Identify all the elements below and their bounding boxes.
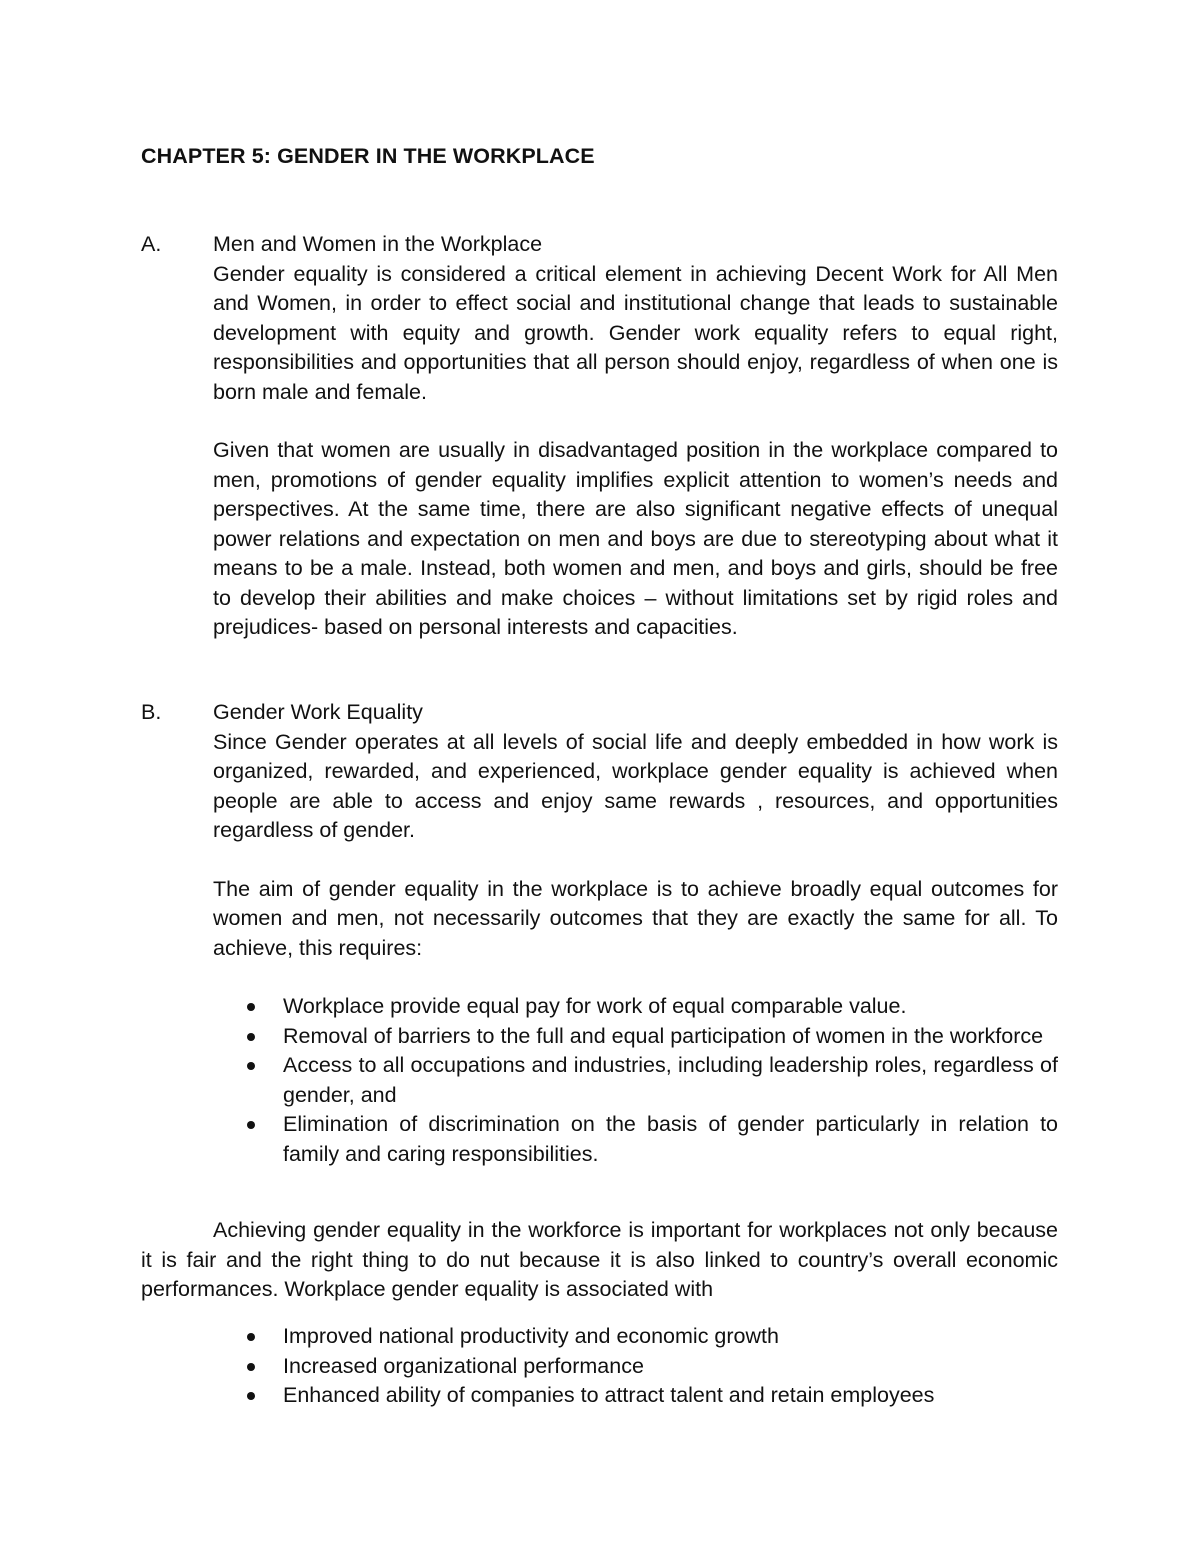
section-a-paragraph-1: Gender equality is considered a critical element in achieving Decent Work for All Men and Women, in order to effect social and institutional change that leads to sustainable development with equity and growth. Gender work equality refers to equal right, responsibilities and opportunities that all person should enjoy, regardless of when one is born male and female.: [213, 261, 1058, 404]
bullet-icon: [247, 1033, 255, 1041]
requirement-text: Workplace provide equal pay for work of equal comparable value.: [283, 994, 907, 1018]
list-item: [213, 1110, 1058, 1169]
list-item: [213, 1352, 1058, 1382]
benefit-text: Enhanced ability of companies to attract talent and retain employees: [283, 1383, 935, 1407]
bullet-icon: [247, 1121, 255, 1129]
section-b-heading: Gender Work Equality: [213, 700, 423, 724]
chapter-title: CHAPTER 5: GENDER IN THE WORKPLACE: [141, 144, 595, 168]
requirement-text: Access to all occupations and industries, including leadership roles, regardless of gender, and: [283, 1053, 1058, 1107]
section-a: [141, 230, 1058, 643]
requirements-list: [213, 992, 1058, 1169]
section-a-body: [213, 230, 1058, 643]
list-item: [213, 1322, 1058, 1352]
section-a-paragraph-2: Given that women are usually in disadvantaged position in the workplace compared to men, promotions of gender equality implifies explicit attention to women’s needs and perspectives. At the same time, there are also significant negative effects of unequal power relations and expectation on men and boys are due to stereotyping about what it means to be a male. Instead, both women and men, and boys and girls, should be free to develop their abilities and make choices – without limitations set by rigid roles and prejudices- based on personal interests and capacities.: [213, 438, 1058, 639]
list-item: [213, 992, 1058, 1022]
benefits-list: [213, 1322, 1058, 1411]
section-a-marker: A.: [141, 232, 162, 256]
list-item: [213, 1022, 1058, 1052]
bullet-icon: [247, 1333, 255, 1341]
list-item: [213, 1051, 1058, 1110]
bullet-icon: [247, 1003, 255, 1011]
requirement-text: Removal of barriers to the full and equal participation of women in the workforce: [283, 1023, 1044, 1048]
list-item: [213, 1381, 1058, 1411]
section-b-marker: B.: [141, 700, 162, 724]
benefit-text: Improved national productivity and economic growth: [283, 1324, 779, 1348]
section-a-heading: Men and Women in the Workplace: [213, 232, 543, 256]
section-b-paragraph-1: Since Gender operates at all levels of social life and deeply embedded in how work is organized, rewarded, and experienced, workplace gender equality is achieved when people are able to access and enjoy same rewards , resources, and opportunities regardless of gender.: [213, 729, 1058, 842]
requirement-text: Elimination of discrimination on the basis of gender particularly in relation to family and caring responsibilities.: [283, 1112, 1058, 1166]
section-b-body: [213, 698, 1058, 963]
section-b: [141, 698, 1058, 963]
closing-paragraph: Achieving gender equality in the workforce is important for workplaces not only because it is fair and the right thing to do nut because it is also linked to country’s overall economic performances. Workplace gender equality is associated with: [141, 1218, 1058, 1301]
benefit-text: Increased organizational performance: [283, 1353, 644, 1378]
bullet-icon: [247, 1392, 255, 1400]
section-b-paragraph-2: The aim of gender equality in the workplace is to achieve broadly equal outcomes for women and men, not necessarily outcomes that they are exactly the same for all. To achieve, this requires:: [213, 876, 1058, 960]
bullet-icon: [247, 1062, 255, 1070]
bullet-icon: [247, 1363, 255, 1371]
